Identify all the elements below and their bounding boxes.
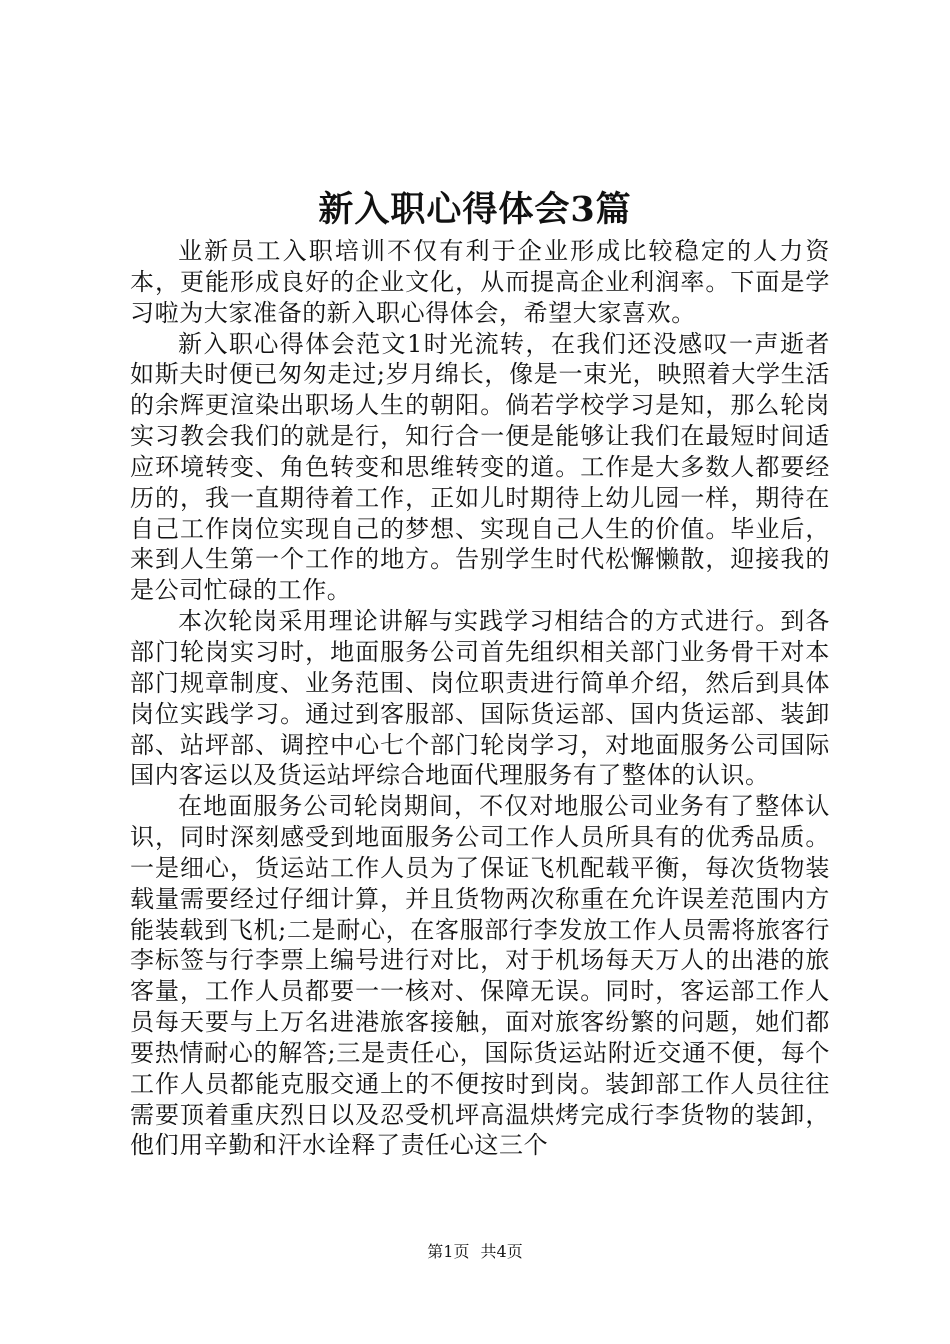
- page-number: 第1页: [427, 1242, 470, 1261]
- paragraph-essay-1: 新入职心得体会范文1时光流转，在我们还没感叹一声逝者如斯夫时便已匆匆走过;岁月绵长，像是一束光，映照着大学生活的余辉更渲染出职场人生的朝阳。倘若学校学习是知，那么轮岗实习教会我们的就是行，知行合一便是能够让我们在最短时间适应环境转变、角色转变和思维转变的道。工作是大多数人都要经历的，我一直期待着工作，正如儿时期待上幼儿园一样，期待在自己工作岗位实现自己的梦想、实现自己人生的价值。毕业后，来到人生第一个工作的地方。告别学生时代松懈懒散，迎接我的是公司忙碌的工作。: [130, 329, 830, 605]
- paragraph-qualities: 在地面服务公司轮岗期间，不仅对地服公司业务有了整体认识，同时深刻感受到地面服务公司工作人员所具有的优秀品质。一是细心，货运站工作人员为了保证飞机配载平衡，每次货物装载量需要经过仔细计算，并且货物两次称重在允许误差范围内方能装载到飞机;二是耐心，在客服部行李发放工作人员需将旅客行李标签与行李票上编号进行对比，对于机场每天万人的出港的旅客量，工作人员都要一一核对、保障无误。同时，客运部工作人员每天要与上万名进港旅客接触，面对旅客纷繁的问题，她们都要热情耐心的解答;三是责任心，国际货运站附近交通不便，每个工作人员都能克服交通上的不便按时到岗。装卸部工作人员往往需要顶着重庆烈日以及忍受机坪高温烘烤完成行李货物的装卸，他们用辛勤和汗水诠释了责任心这三个: [130, 792, 830, 1160]
- page-footer: [0, 1242, 950, 1262]
- document-body: [130, 236, 830, 1161]
- document-title: 新入职心得体会3篇: [318, 189, 632, 230]
- paragraph-rotation: 本次轮岗采用理论讲解与实践学习相结合的方式进行。到各部门轮岗实习时，地面服务公司首先组织相关部门业务骨干对本部门规章制度、业务范围、岗位职责进行简单介绍，然后到具体岗位实践学习。通过到客服部、国际货运部、国内货运部、装卸部、站坪部、调控中心七个部门轮岗学习，对地面服务公司国际国内客运以及货运站坪综合地面代理服务有了整体的认识。: [130, 607, 830, 790]
- paragraph-intro: 业新员工入职培训不仅有利于企业形成比较稳定的人力资本，更能形成良好的企业文化，从而提高企业利润率。下面是学习啦为大家准备的新入职心得体会，希望大家喜欢。: [130, 237, 830, 327]
- page-total: 共4页: [480, 1242, 523, 1261]
